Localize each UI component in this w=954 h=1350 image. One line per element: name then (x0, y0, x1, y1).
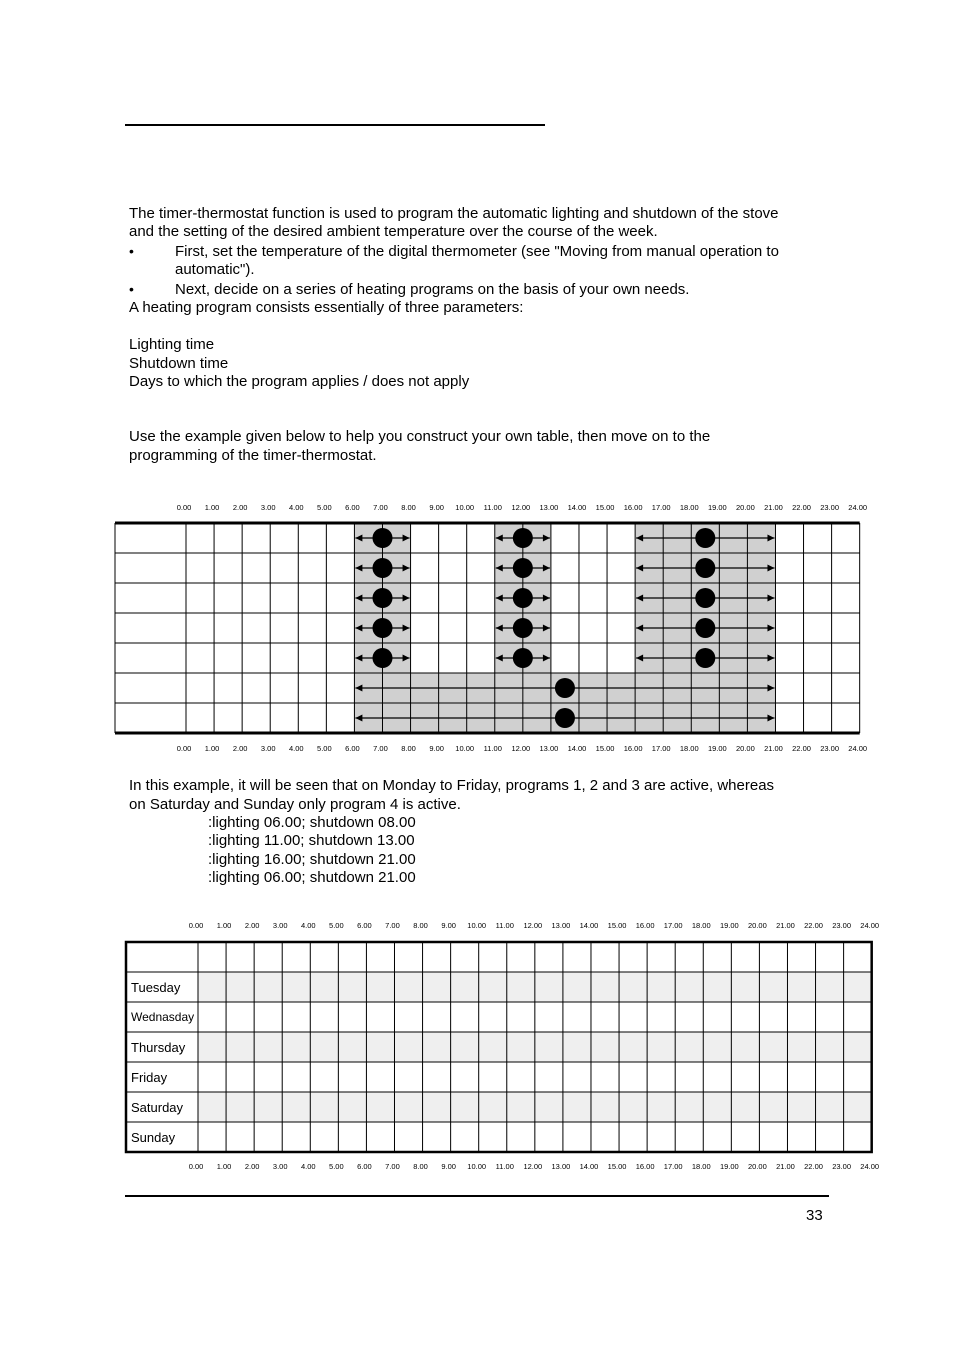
hour-tick-label: 20.00 (748, 921, 767, 930)
hour-tick-label: 21.00 (776, 1162, 795, 1171)
hour-tick-label: 20.00 (748, 1162, 767, 1171)
program-2-times: :lighting 11.00; shutdown 13.00 (208, 832, 415, 849)
hour-tick-label: 9.00 (429, 744, 444, 753)
program-4-times: :lighting 06.00; shutdown 21.00 (208, 869, 416, 886)
hour-tick-label: 6.00 (357, 1162, 372, 1171)
hour-tick-label: 12.00 (511, 503, 531, 512)
hour-tick-label: 20.00 (736, 503, 755, 512)
hour-tick-label: 21.00 (776, 921, 795, 930)
bullet-2-line-1: Next, decide on a series of heating programs on the basis of your own needs. (175, 281, 690, 298)
hour-tick-label: 6.00 (345, 744, 360, 753)
hour-tick-label: 22.00 (792, 744, 811, 753)
hour-tick-label: 18.00 (691, 921, 711, 930)
explanation-line-1: In this example, it will be seen that on Monday to Friday, programs 1, 2 and 3 are active, whereas (129, 777, 775, 794)
intro-line-2: and the setting of the desired ambient temperature over the course of the week. (129, 223, 658, 240)
bullet-1-line-1: First, set the temperature of the digital thermometer (see "Moving from manual operation to (175, 243, 779, 260)
hour-tick-label: 4.00 (288, 744, 304, 753)
hour-tick-label: 8.00 (413, 1162, 428, 1171)
hour-tick-label: 14.00 (579, 921, 599, 930)
hour-tick-label: 23.00 (832, 1162, 851, 1171)
hour-tick-label: 7.00 (385, 921, 400, 930)
hour-tick-label: 2.00 (232, 503, 248, 512)
hour-tick-label: 11.00 (483, 503, 502, 512)
hour-tick-label: 22.00 (804, 921, 823, 930)
hour-tick-label: 10.00 (467, 1162, 487, 1171)
hour-tick-label: 7.00 (385, 1162, 400, 1171)
hour-tick-label: 0.00 (176, 503, 192, 512)
hour-tick-label: 1.00 (204, 744, 220, 753)
hour-tick-label: 23.00 (820, 503, 839, 512)
hour-tick-label: 1.00 (216, 921, 232, 930)
program-3-times: :lighting 16.00; shutdown 21.00 (208, 851, 416, 868)
hour-tick-label: 9.00 (441, 1162, 456, 1171)
hour-tick-label: 21.00 (764, 744, 783, 753)
hour-tick-label: 18.00 (679, 744, 699, 753)
hour-tick-label: 18.00 (679, 503, 699, 512)
hour-tick-label: 8.00 (401, 503, 416, 512)
hour-tick-label: 0.00 (188, 1162, 204, 1171)
hour-tick-label: 15.00 (595, 503, 615, 512)
hour-tick-label: 2.00 (244, 921, 260, 930)
page-number: 33 (806, 1207, 823, 1224)
hour-tick-label: 14.00 (567, 503, 587, 512)
program-1-times: :lighting 06.00; shutdown 08.00 (208, 814, 416, 831)
hour-tick-label: 3.00 (272, 1162, 288, 1171)
hour-tick-label: 6.00 (345, 503, 360, 512)
param-days: Days to which the program applies / does not apply (129, 373, 470, 390)
bullet-marker: • (129, 281, 134, 297)
hour-tick-label: 12.00 (511, 744, 531, 753)
param-shutdown-time: Shutdown time (129, 355, 229, 372)
day-label: Saturday (131, 1100, 184, 1115)
hour-tick-label: 14.00 (579, 1162, 599, 1171)
hour-tick-label: 16.00 (623, 744, 643, 753)
hour-tick-label: 10.00 (455, 503, 475, 512)
intro-line-1: The timer-thermostat function is used to program the automatic lighting and shutdown of the stove (129, 205, 779, 222)
hour-tick-label: 17.00 (663, 1162, 683, 1171)
hour-tick-label: 11.00 (495, 1162, 514, 1171)
hour-tick-label: 6.00 (357, 921, 372, 930)
hour-tick-label: 5.00 (329, 1162, 344, 1171)
hour-tick-label: 0.00 (188, 921, 204, 930)
day-label: Wednasday (131, 1010, 195, 1024)
hour-tick-label: 15.00 (607, 1162, 627, 1171)
hour-tick-label: 17.00 (663, 921, 683, 930)
hour-tick-label: 19.00 (707, 503, 727, 512)
hour-tick-label: 3.00 (260, 503, 276, 512)
hour-tick-label: 14.00 (567, 744, 587, 753)
bullet-marker: • (129, 243, 134, 259)
day-label: Friday (131, 1070, 168, 1085)
hour-tick-label: 15.00 (607, 921, 627, 930)
hour-tick-label: 9.00 (441, 921, 456, 930)
hour-tick-label: 5.00 (329, 921, 344, 930)
hour-tick-label: 22.00 (804, 1162, 823, 1171)
hour-tick-label: 5.00 (317, 744, 332, 753)
hour-tick-label: 24.00 (848, 744, 868, 753)
hour-tick-label: 0.00 (176, 744, 192, 753)
hour-tick-label: 17.00 (651, 744, 671, 753)
hour-tick-label: 24.00 (860, 1162, 880, 1171)
hour-tick-label: 8.00 (413, 921, 428, 930)
hour-tick-label: 4.00 (300, 1162, 316, 1171)
hour-tick-label: 4.00 (288, 503, 304, 512)
hour-tick-label: 9.00 (429, 503, 444, 512)
hour-tick-label: 17.00 (651, 503, 671, 512)
hour-tick-label: 12.00 (523, 1162, 543, 1171)
param-lighting-time: Lighting time (129, 336, 215, 353)
blank-hour-ticks-bottom (0, 1162, 954, 1174)
hour-tick-label: 10.00 (455, 744, 475, 753)
hour-tick-label: 13.00 (551, 1162, 571, 1171)
hour-tick-label: 20.00 (736, 744, 755, 753)
hour-tick-label: 16.00 (635, 1162, 655, 1171)
day-label: Sunday (131, 1130, 176, 1145)
hour-tick-label: 16.00 (623, 503, 643, 512)
hour-tick-label: 5.00 (317, 503, 332, 512)
hour-tick-label: 7.00 (373, 503, 388, 512)
example-intro-line-2: programming of the timer-thermostat. (129, 447, 377, 464)
hour-tick-label: 2.00 (244, 1162, 260, 1171)
hour-tick-label: 10.00 (467, 921, 487, 930)
hour-tick-label: 24.00 (860, 921, 880, 930)
day-label: Thursday (131, 1040, 186, 1055)
day-label: Tuesday (131, 980, 181, 995)
hour-tick-label: 1.00 (216, 1162, 232, 1171)
hour-tick-label: 15.00 (595, 744, 615, 753)
hour-tick-label: 3.00 (272, 921, 288, 930)
hour-tick-label: 12.00 (523, 921, 543, 930)
hour-tick-label: 13.00 (539, 503, 559, 512)
bullet-1-line-2: automatic"). (175, 261, 255, 278)
hour-tick-label: 23.00 (832, 921, 851, 930)
hour-tick-label: 13.00 (539, 744, 559, 753)
hour-tick-label: 2.00 (232, 744, 248, 753)
hour-tick-label: 16.00 (635, 921, 655, 930)
hour-tick-label: 13.00 (551, 921, 571, 930)
hour-tick-label: 11.00 (495, 921, 514, 930)
program-definition: A heating program consists essentially of three parameters: (129, 299, 524, 316)
hour-tick-label: 22.00 (792, 503, 811, 512)
hour-tick-label: 18.00 (691, 1162, 711, 1171)
explanation-line-2: on Saturday and Sunday only program 4 is active. (129, 796, 461, 813)
hour-tick-label: 11.00 (483, 744, 502, 753)
hour-tick-label: 3.00 (260, 744, 276, 753)
hour-tick-label: 21.00 (764, 503, 783, 512)
hour-tick-label: 24.00 (848, 503, 868, 512)
footer-rule (125, 1195, 829, 1197)
hour-tick-label: 23.00 (820, 744, 839, 753)
hour-tick-label: 19.00 (719, 1162, 739, 1171)
example-intro-line-1: Use the example given below to help you construct your own table, then move on to the (129, 428, 711, 445)
hour-tick-label: 19.00 (719, 921, 739, 930)
hour-tick-label: 19.00 (707, 744, 727, 753)
hour-tick-label: 4.00 (300, 921, 316, 930)
hour-tick-label: 8.00 (401, 744, 416, 753)
hour-tick-label: 1.00 (204, 503, 220, 512)
hour-tick-label: 7.00 (373, 744, 388, 753)
